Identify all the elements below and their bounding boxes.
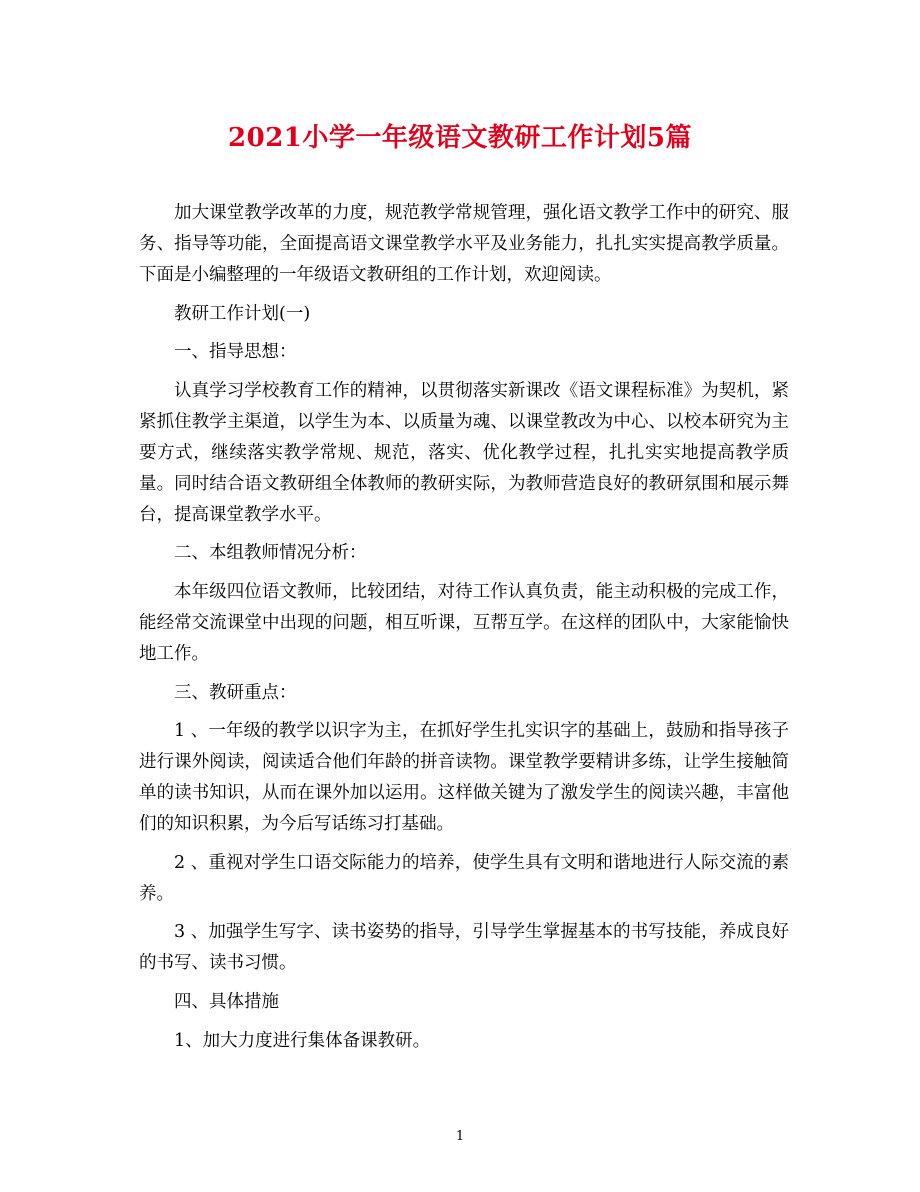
teacher-analysis-paragraph: 本年级四位语文教师，比较团结，对待工作认真负责，能主动积极的完成工作，能经常交流课堂中出现的问题，相互听课，互帮互学。在这样的团队中，大家能愉快地工作。 (139, 581, 789, 664)
section-heading-measures: 四、具体措施 (174, 991, 279, 1012)
page-number: 1 (455, 1129, 465, 1144)
document-body (139, 198, 789, 1064)
section-heading-plan-one: 教研工作计划(一) (174, 303, 311, 324)
research-focus-item-3: 3 、加强学生写字、读书姿势的指导，引导学生掌握基本的书写技能，养成良好的书写、读书习惯。 (139, 922, 789, 974)
guiding-ideology-paragraph: 认真学习学校教育工作的精神，以贯彻落实新课改《语文课程标准》为契机，紧紧抓住教学主渠道，以学生为本、以质量为魂、以课堂教改为中心、以校本研究为主要方式，继续落实教学常规、规范，落实、优化教学过程，扎扎实实地提高教学质量。同时结合语文教研组全体教师的教研实际，为教师营造良好的教研氛围和展示舞台，提高课堂教学水平。 (139, 380, 789, 525)
document-title: 2021小学一年级语文教研工作计划5篇 (228, 123, 692, 153)
research-focus-item-1: 1 、一年级的教学以识字为主，在抓好学生扎实识字的基础上，鼓励和指导孩子进行课外阅读，阅读适合他们年龄的拼音读物。课堂教学要精讲多练，让学生接触简单的读书知识，从而在课外加以运用。这样做关键为了激发学生的阅读兴趣，丰富他们的知识积累，为今后写话练习打基础。 (139, 721, 789, 835)
research-focus-item-2: 2 、重视对学生口语交际能力的培养，使学生具有文明和谐地进行人际交流的素养。 (139, 852, 789, 904)
intro-paragraph: 加大课堂教学改革的力度，规范教学常规管理，强化语文教学工作中的研究、服务、指导等功能，全面提高语文课堂教学水平及业务能力，扎扎实实提高教学质量。下面是小编整理的一年级语文教研组的工作计划，欢迎阅读。 (139, 203, 789, 285)
measures-item-1: 1、加大力度进行集体备课教研。 (174, 1030, 431, 1051)
section-heading-teacher-analysis: 二、本组教师情况分析： (174, 543, 367, 564)
section-heading-guiding-ideology: 一、指导思想： (174, 342, 297, 363)
section-heading-research-focus: 三、教研重点： (174, 682, 297, 703)
